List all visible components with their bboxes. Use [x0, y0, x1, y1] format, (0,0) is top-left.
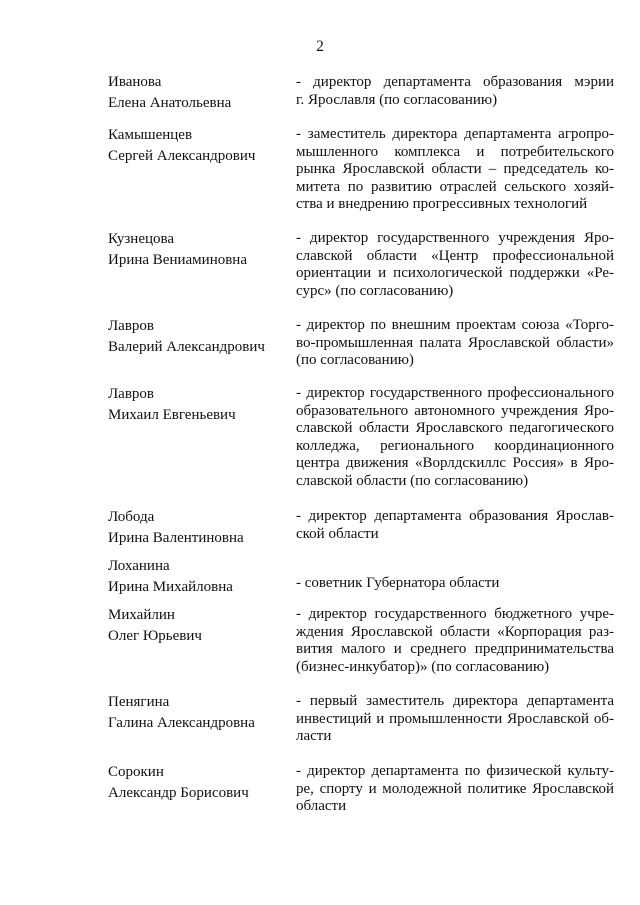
- member-given-name: Александр Борисович: [108, 785, 249, 801]
- member-surname: Михайлин: [108, 607, 175, 623]
- role-line: области: [296, 798, 347, 815]
- role-line: мышленного комплекса и потребительского: [296, 143, 614, 160]
- role-line: во-промышленная палата Ярославской области»: [296, 334, 614, 351]
- member-role: [296, 763, 614, 816]
- member-surname: Кузнецова: [108, 231, 175, 247]
- role-line: ской области: [296, 525, 379, 542]
- role-line: ждения Ярославской области «Корпорация раз-: [296, 623, 614, 640]
- role-line: (по согласованию): [296, 352, 414, 369]
- member-role: [296, 575, 614, 593]
- member-name: [108, 692, 288, 734]
- member-name: [108, 556, 288, 598]
- member-name: [108, 762, 288, 804]
- member-given-name: Ирина Михайловна: [108, 579, 233, 595]
- member-surname: Лавров: [108, 386, 154, 402]
- role-line: ласти: [296, 728, 332, 745]
- role-line: рынка Ярославской области – председатель ко-: [296, 161, 614, 178]
- member-surname: Иванова: [108, 74, 162, 90]
- member-given-name: Олег Юрьевич: [108, 628, 202, 644]
- role-line: г. Ярославля (по согласованию): [296, 91, 498, 108]
- member-given-name: Ирина Вениаминовна: [108, 252, 247, 268]
- member-given-name: Ирина Валентиновна: [108, 530, 244, 546]
- member-name: [108, 72, 288, 114]
- role-line: инвестиций и промышленности Ярославской об-: [296, 710, 614, 727]
- role-line: - директор по внешним проектам союза «Торго-: [296, 317, 614, 333]
- member-surname: Лобода: [108, 509, 155, 525]
- member-surname: Лоханина: [108, 558, 170, 574]
- member-given-name: Валерий Александрович: [108, 339, 265, 355]
- role-line: - директор государственного учреждения Яро-: [296, 230, 614, 246]
- role-line: славской области (по согласованию): [296, 472, 529, 489]
- member-name: [108, 125, 288, 167]
- member-name: [108, 507, 288, 549]
- role-line: - советник Губернатора области: [296, 575, 500, 591]
- member-role: [296, 606, 614, 676]
- role-line: вития малого и среднего предпринимательства: [296, 641, 614, 658]
- role-line: колледжа, регионального координационного: [296, 437, 614, 454]
- role-line: сурс» (по согласованию): [296, 282, 454, 299]
- member-given-name: Сергей Александрович: [108, 148, 256, 164]
- role-line: - первый заместитель директора департамента: [296, 693, 614, 709]
- member-surname: Сорокин: [108, 764, 164, 780]
- member-role: [296, 508, 614, 543]
- member-surname: Лавров: [108, 318, 154, 334]
- member-role: [296, 385, 614, 491]
- role-line: - директор департамента образования мэрии: [296, 74, 614, 90]
- role-line: ориентации и психологической поддержки «Ре-: [296, 265, 614, 282]
- role-line: образовательного автономного учреждения Яро-: [296, 402, 614, 419]
- member-name: [108, 384, 288, 426]
- page-number: 2: [316, 38, 324, 55]
- role-line: ре, спорту и молодежной политике Ярославской: [296, 780, 614, 797]
- role-line: митета по развитию отраслей сельского хозяй-: [296, 178, 614, 195]
- member-given-name: Елена Анатольевна: [108, 95, 232, 111]
- role-line: славской области Ярославского педагогического: [296, 420, 614, 437]
- role-line: - директор департамента по физической культу-: [296, 763, 614, 779]
- member-name: [108, 605, 288, 647]
- member-given-name: Михаил Евгеньевич: [108, 407, 236, 423]
- role-line: - заместитель директора департамента агропро-: [296, 126, 614, 142]
- member-surname: Камышенцев: [108, 127, 193, 143]
- member-role: [296, 230, 614, 300]
- role-line: центра движения «Ворлдскиллс Россия» в Яро-: [296, 455, 614, 472]
- member-role: [296, 317, 614, 370]
- member-surname: Пенягина: [108, 694, 170, 710]
- role-line: - директор государственного бюджетного учре-: [296, 606, 614, 622]
- member-role: [296, 126, 614, 214]
- member-role: [296, 693, 614, 746]
- role-line: ства и внедрению прогрессивных технологий: [296, 196, 588, 213]
- role-line: (бизнес-инкубатор)» (по согласованию): [296, 658, 550, 675]
- role-line: - директор государственного профессионального: [296, 385, 614, 401]
- member-given-name: Галина Александровна: [108, 715, 255, 731]
- member-role: [296, 74, 614, 109]
- role-line: славской области «Центр профессиональной: [296, 247, 614, 264]
- member-name: [108, 229, 288, 271]
- member-name: [108, 316, 288, 358]
- role-line: - директор департамента образования Ярослав-: [296, 508, 614, 524]
